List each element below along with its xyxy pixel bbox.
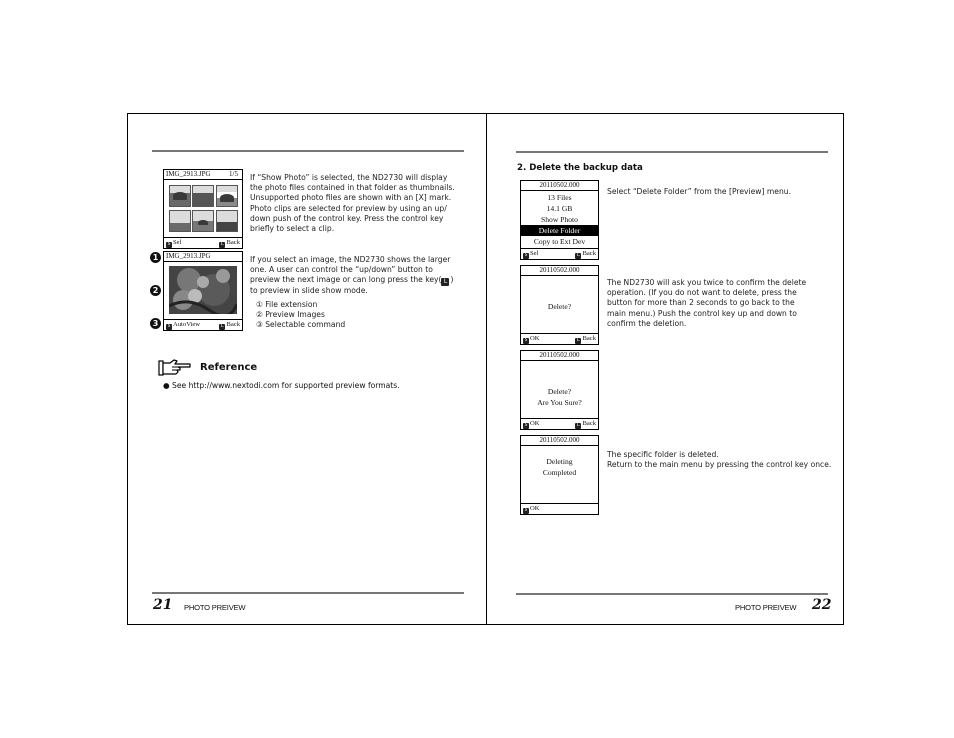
- paragraph-preview: If you select an image, the ND2730 shows the larger one. A user can control the “up/down” button to preview the next image or can long press the key( L ) to preview in slide show mode.: [250, 255, 454, 296]
- footer-right: PHOTO PREIVEW: [735, 603, 797, 612]
- screen-title: 20110502.000: [521, 351, 598, 361]
- legend-list: [256, 300, 345, 331]
- page-number-left: 21: [153, 597, 173, 613]
- thumbnail-image[interactable]: [192, 210, 214, 232]
- button-key-icon: L: [220, 324, 224, 329]
- back-command[interactable]: L Back: [220, 321, 240, 329]
- button-key-icon: S: [524, 508, 528, 513]
- preview-screen: [163, 251, 243, 331]
- sel-command[interactable]: S Sel: [524, 250, 539, 258]
- back-command[interactable]: L Back: [220, 239, 240, 247]
- thumbnail-image[interactable]: [216, 185, 238, 207]
- page-number-right: 22: [812, 597, 832, 613]
- menu-screen: [520, 180, 599, 260]
- footer-left: PHOTO PREIVEW: [184, 603, 246, 612]
- confirm-message: Delete?: [547, 302, 572, 311]
- callout-1: 1: [150, 252, 161, 263]
- thumb-filename: IMG_2913.JPG: [166, 170, 211, 178]
- ok-command[interactable]: S OK: [524, 335, 540, 343]
- top-rule-left: [152, 150, 464, 152]
- button-key-icon: S: [524, 423, 528, 428]
- thumbnail-screen: [163, 169, 243, 249]
- confirm-sure-screen: [520, 350, 599, 430]
- thumb-counter: 1/5: [229, 170, 238, 178]
- top-rule-right: [516, 151, 828, 153]
- menu-item-show-photo[interactable]: Show Photo: [541, 215, 578, 224]
- screen-title: 20110502.000: [521, 181, 598, 191]
- button-key-icon: S: [167, 324, 171, 329]
- list-item: ③ Selectable command: [256, 320, 346, 330]
- autoview-command[interactable]: S AutoView: [167, 321, 201, 329]
- callout-3: 3: [150, 318, 161, 329]
- button-key-icon: S: [524, 338, 528, 343]
- button-key-icon: S: [524, 253, 528, 258]
- deleting-completed-screen: [520, 435, 599, 515]
- button-key-icon: L: [576, 423, 580, 428]
- button-key-icon: L: [220, 242, 224, 247]
- button-key-icon: S: [167, 242, 171, 247]
- thumbnail-image[interactable]: [169, 210, 191, 232]
- confirm-delete-screen: [520, 265, 599, 345]
- back-command[interactable]: L Back: [576, 250, 596, 258]
- reference-note: ● See http://www.nextodi.com for supported preview formats.: [163, 381, 400, 390]
- menu-item-size: 14.1 GB: [546, 204, 573, 213]
- section-heading: 2. Delete the backup data: [517, 163, 643, 173]
- preview-filename: IMG_2913.JPG: [164, 252, 242, 262]
- page-divider: [486, 113, 487, 625]
- back-command[interactable]: L Back: [576, 420, 596, 428]
- bottom-rule-left: [152, 592, 464, 594]
- step-text-3: The specific folder is deleted. Return to the main menu by pressing the control key once.: [607, 450, 832, 470]
- preview-image: [169, 266, 237, 314]
- step-text-1: Select “Delete Folder” from the [Preview] menu.: [607, 187, 792, 196]
- button-key-icon: L: [576, 253, 580, 258]
- screen-title: 20110502.000: [521, 436, 598, 446]
- thumbnail-image[interactable]: [169, 185, 191, 207]
- bottom-rule-right: [516, 593, 828, 595]
- screen-title: 20110502.000: [521, 266, 598, 276]
- confirm-message: Delete? Are You Sure?: [537, 387, 582, 407]
- menu-item-files: 13 Files: [547, 193, 572, 202]
- step-text-2: The ND2730 will ask you twice to confirm the delete operation. (If you do not want to delete, press the button for more than 2 seconds to go back to the main menu.) Push the control key up and down to confirm the deletion.: [607, 278, 807, 328]
- paragraph-thumbnails: If “Show Photo” is selected, the ND2730 will display the photo files contained in that folder as thumbnails. Unsupported photo files are shown with an [X] mark. Photo clips are selected for preview by using an up/ down push of the control key. Press the control key briefly to select a clip.: [250, 173, 455, 234]
- ok-command[interactable]: S OK: [524, 420, 540, 428]
- thumbnail-image[interactable]: [216, 210, 238, 232]
- callout-2: 2: [150, 285, 161, 296]
- list-item: ② Preview Images: [256, 310, 325, 320]
- button-key-icon: L: [441, 278, 449, 286]
- ok-command[interactable]: S OK: [524, 505, 540, 513]
- reference-heading: Reference: [200, 362, 258, 373]
- button-key-icon: L: [576, 338, 580, 343]
- menu-item-copy-to-ext-dev[interactable]: Copy to Ext Dev: [533, 237, 586, 246]
- thumbnail-image[interactable]: [192, 185, 214, 207]
- pointing-hand-icon: [158, 359, 192, 377]
- sel-command[interactable]: S Sel: [167, 239, 182, 247]
- back-command[interactable]: L Back: [576, 335, 596, 343]
- list-item: ① File extension: [256, 300, 318, 309]
- completed-message: Deleting Completed: [542, 457, 577, 477]
- menu-item-delete-folder[interactable]: Delete Folder: [521, 225, 598, 236]
